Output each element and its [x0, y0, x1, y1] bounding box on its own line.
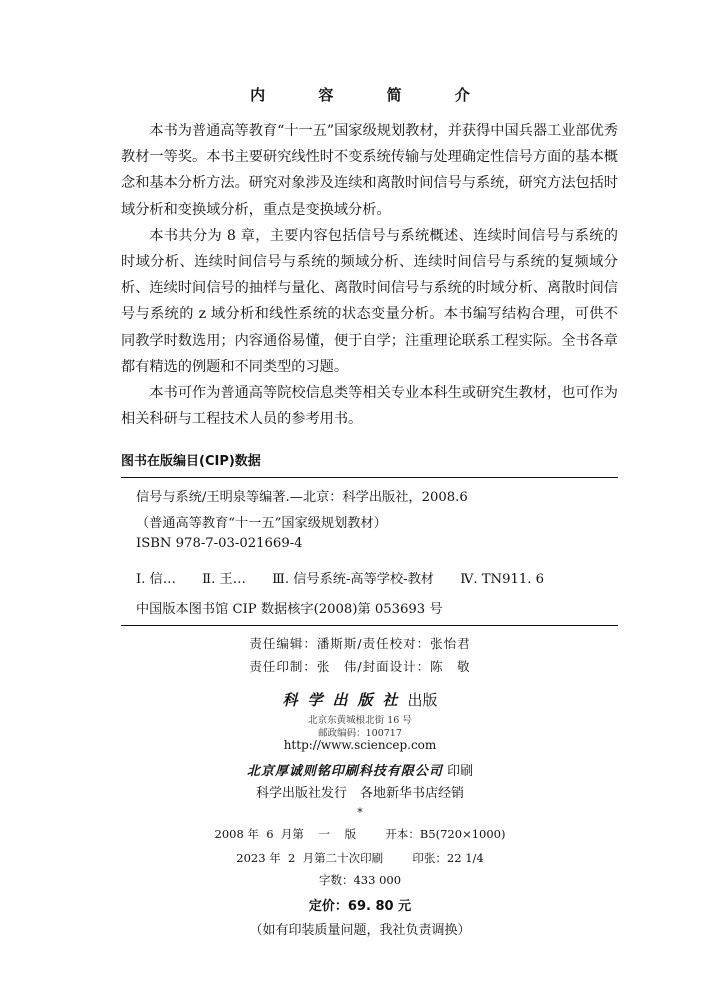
word-count: 字数：433 000	[318, 873, 402, 887]
editor-credits: 责任编辑：潘斯斯/责任校对：张怡君	[249, 636, 471, 651]
cip-title-line: 信号与系统/王明泉等编著.—北京：科学出版社，2008.6	[136, 490, 468, 505]
cip-verification: 中国版本图书馆 CIP 数据核字(2008)第 053693 号	[136, 602, 443, 617]
intro-section	[121, 118, 618, 432]
intro-paragraph-1: 本书为普通高等教育“十一五”国家级规划教材，并获得中国兵器工业部优秀教材一等奖。本书主要研究线性时不变系统传输与处理确定性信号方面的基本概念和基本分析方法。研究对象涉及连续和离散时间信号与系统，研究方法包括时域分析和变换域分析，重点是变换域分析。	[121, 123, 618, 218]
cip-bottom-rule	[121, 625, 618, 626]
quality-notice: （如有印装质量问题，我社负责调换）	[249, 923, 471, 938]
cip-top-rule	[121, 477, 618, 478]
cip-heading: 图书在版编目(CIP)数据	[121, 454, 261, 469]
printer-line	[0, 760, 720, 779]
edition-line: 2008 年 6 月第 一 版 开本：B5(720×1000)	[214, 827, 506, 841]
cip-class-3: Ⅲ. 信号系统-高等学校-教材	[272, 572, 434, 587]
publisher-postcode: 邮政编码：100717	[318, 728, 402, 739]
cip-isbn: ISBN 978-7-03-021669-4	[136, 536, 303, 551]
publisher-line	[0, 689, 720, 710]
separator-star: *	[357, 806, 363, 819]
distribution-line: 科学出版社发行 各地新华书店经销	[255, 786, 464, 801]
intro-paragraph-3: 本书可作为普通高等院校信息类等相关专业本科生或研究生教材，也可作为相关科研与工程技术人员的参考用书。	[121, 385, 618, 428]
cip-class-1: Ⅰ. 信…	[136, 572, 176, 587]
printing-line: 2023 年 2 月第二十次印刷 印张：22 1/4	[236, 851, 484, 865]
publisher-url: http://www.sciencep.com	[283, 738, 437, 752]
printer-role: 印刷	[447, 764, 474, 779]
intro-paragraph-2: 本书共分为 8 章，主要内容包括信号与系统概述、连续时间信号与系统的时域分析、连续时间信号与系统的频域分析、连续时间信号与系统的复频域分析、连续时间信号的抽样与量化、离散时间信号与系统的时域分析、离散时间信号与系统的 z 域分析和线性系统的状态变量分析。本书编写结构合理，可供不同教学时数选用；内容通俗易懂，便于自学；注重理论联系工程实际。全书各章都有精选的例题和不同类型的习题。	[121, 227, 618, 375]
cip-class-2: Ⅱ. 王…	[202, 572, 246, 587]
publisher-role: 出版	[407, 691, 438, 709]
publisher-address: 北京东黄城根北街 16 号	[308, 715, 412, 726]
cip-class-4: Ⅳ. TN911. 6	[460, 572, 545, 587]
printer-name: 北京厚诚则铭印刷科技有限公司	[246, 764, 443, 779]
publisher-name: 科学出版社	[282, 691, 408, 709]
cip-classification	[136, 568, 566, 587]
page-title: 内 容 简 介	[250, 86, 494, 104]
price: 定价：69. 80 元	[308, 899, 412, 914]
production-credits: 责任印制：张 伟/封面设计：陈 敬	[249, 659, 471, 674]
cip-series-line: （普通高等教育“十一五”国家级规划教材）	[136, 516, 387, 531]
